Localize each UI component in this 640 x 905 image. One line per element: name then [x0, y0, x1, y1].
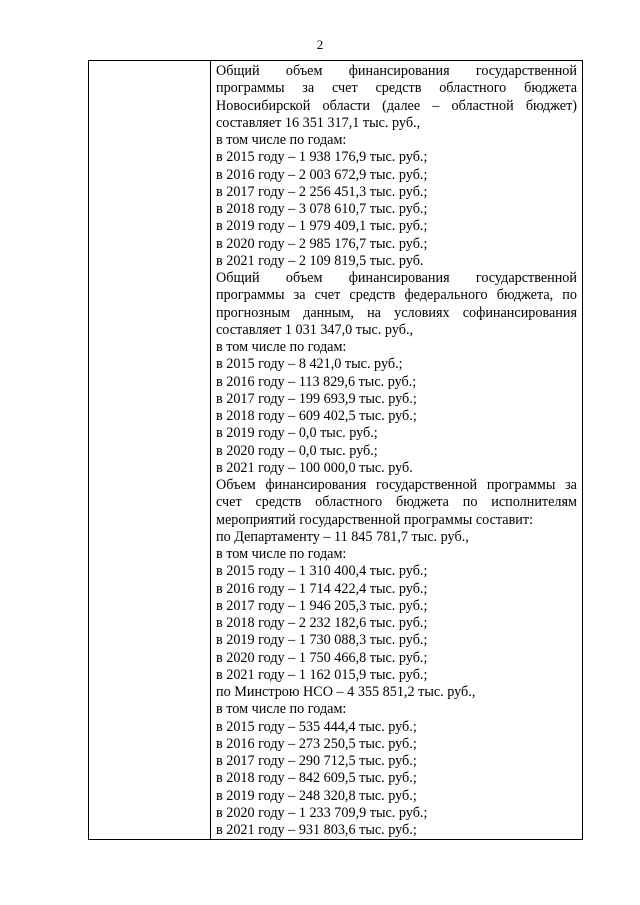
- list-item: в 2015 году – 1 938 176,9 тыс. руб.;: [216, 149, 428, 166]
- regional-by-year-intro: в том числе по годам:: [216, 132, 347, 148]
- federal-years-list: [216, 356, 577, 477]
- list-item: в 2020 году – 0,0 тыс. руб.;: [216, 442, 378, 459]
- list-item: в 2018 году – 842 609,5 тыс. руб.;: [216, 770, 417, 787]
- list-item: в 2017 году – 290 712,5 тыс. руб.;: [216, 753, 417, 769]
- federal-budget-total: Общий объем финансирования государственной программы за счет средств федерального бюджета, по прогнозным данным, на условиях софинансирования составляет 1 031 347,0 тыс. руб.,: [216, 270, 577, 338]
- financing-table: [88, 60, 583, 840]
- list-item: в 2017 году – 199 693,9 тыс. руб.;: [216, 390, 417, 407]
- list-item: в 2018 году – 2 232 182,6 тыс. руб.;: [216, 615, 428, 631]
- list-item: в 2016 году – 1 714 422,4 тыс. руб.;: [216, 580, 428, 597]
- department-by-year-intro: в том числе по годам:: [216, 546, 347, 562]
- page-number: 2: [316, 37, 324, 52]
- regional-budget-total: Общий объем финансирования государственной программы за счет средств областного бюджета Новосибирской области (далее – областной бюджет) составляет 16 351 317,1 тыс. руб.,: [216, 63, 577, 131]
- list-item: в 2020 году – 2 985 176,7 тыс. руб.;: [216, 235, 428, 252]
- minstroy-total: по Минстрою НСО – 4 355 851,2 тыс. руб.,: [216, 684, 476, 700]
- list-item: в 2021 году – 931 803,6 тыс. руб.;: [216, 822, 417, 838]
- federal-by-year-intro: в том числе по годам:: [216, 339, 347, 355]
- list-item: в 2019 году – 1 979 409,1 тыс. руб.;: [216, 218, 428, 235]
- list-item: в 2016 году – 113 829,6 тыс. руб.;: [216, 373, 417, 390]
- department-years-list: [216, 563, 577, 684]
- list-item: в 2021 году – 1 162 015,9 тыс. руб.;: [216, 666, 428, 683]
- minstroy-years-list: [216, 719, 577, 840]
- list-item: в 2021 году – 100 000,0 тыс. руб.: [216, 459, 413, 476]
- list-item: в 2020 году – 1 233 709,9 тыс. руб.;: [216, 804, 428, 821]
- list-item: в 2019 году – 248 320,8 тыс. руб.;: [216, 787, 417, 804]
- table-right-cell: [216, 63, 577, 839]
- table-left-cell: [89, 61, 211, 839]
- list-item: в 2021 году – 2 109 819,5 тыс. руб.: [216, 252, 424, 269]
- list-item: в 2018 году – 609 402,5 тыс. руб.;: [216, 408, 417, 424]
- list-item: в 2019 году – 1 730 088,3 тыс. руб.;: [216, 632, 428, 649]
- list-item: в 2017 году – 1 946 205,3 тыс. руб.;: [216, 597, 428, 614]
- list-item: в 2017 году – 2 256 451,3 тыс. руб.;: [216, 183, 428, 200]
- list-item: в 2015 году – 535 444,4 тыс. руб.;: [216, 718, 417, 735]
- list-item: в 2018 году – 3 078 610,7 тыс. руб.;: [216, 201, 428, 217]
- list-item: в 2019 году – 0,0 тыс. руб.;: [216, 425, 378, 442]
- department-total: по Департаменту – 11 845 781,7 тыс. руб.,: [216, 528, 469, 545]
- list-item: в 2015 году – 1 310 400,4 тыс. руб.;: [216, 563, 428, 580]
- regional-years-list: [216, 149, 577, 270]
- minstroy-by-year-intro: в том числе по годам:: [216, 701, 347, 718]
- list-item: в 2016 году – 273 250,5 тыс. руб.;: [216, 735, 417, 752]
- list-item: в 2020 году – 1 750 466,8 тыс. руб.;: [216, 649, 428, 666]
- list-item: в 2016 году – 2 003 672,9 тыс. руб.;: [216, 166, 428, 183]
- list-item: в 2015 году – 8 421,0 тыс. руб.;: [216, 356, 403, 373]
- executors-intro: Объем финансирования государственной программы за счет средств областного бюджета по исполнителям мероприятий государственной программы составит:: [216, 477, 577, 528]
